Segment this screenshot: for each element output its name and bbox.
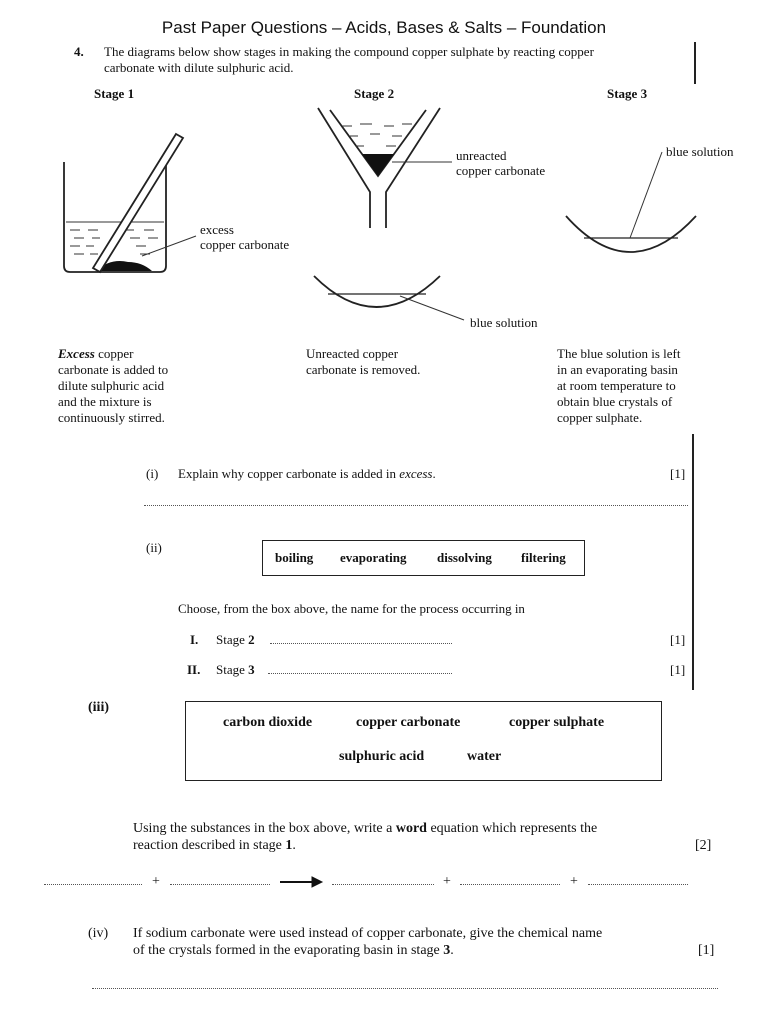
stage3-title: Stage 3 xyxy=(607,86,648,101)
stage1-desc-line3: dilute sulphuric acid xyxy=(58,378,165,393)
word-sulphuric-acid: sulphuric acid xyxy=(339,749,425,764)
part-ii-item2-answer-line[interactable] xyxy=(268,673,452,674)
part-iv-question-line2: of the crystals formed in the evaporating basin in stage 3. xyxy=(133,943,454,958)
part-ii-item1-label: Stage 2 xyxy=(216,632,255,647)
part-ii-prompt: Choose, from the box above, the name for the process occurring in xyxy=(178,601,525,616)
stage1-pointer xyxy=(142,236,196,256)
part-ii-item2-number: II. xyxy=(187,662,201,677)
stage3-desc-line4: obtain blue crystals of xyxy=(557,394,673,409)
part-iii-question-line1: Using the substances in the box above, write a word equation which represents the xyxy=(133,821,598,836)
part-ii-item2-label: Stage 3 xyxy=(216,662,255,677)
stage1-desc-line4: and the mixture is xyxy=(58,394,152,409)
part-ii-number: (ii) xyxy=(146,540,162,555)
part-iv-answer-line[interactable] xyxy=(92,988,718,989)
stage1-desc-line2: carbonate is added to xyxy=(58,362,169,377)
part-i-question: Explain why copper carbonate is added in excess. xyxy=(178,466,436,481)
stage3-desc-line5: copper sulphate. xyxy=(557,410,643,425)
stage1-label-line2: copper carbonate xyxy=(200,237,290,252)
stage2-desc-line1: Unreacted copper xyxy=(306,346,399,361)
stage1-description xyxy=(58,346,168,426)
equation-plus-1: + xyxy=(152,874,160,889)
stage3-pointer xyxy=(630,152,662,238)
reaction-arrow xyxy=(280,877,322,887)
margin-line-middle xyxy=(692,434,694,690)
stage1-desc-emphasis: Excess xyxy=(58,346,95,361)
stage3-desc-line2: in an evaporating basin xyxy=(557,362,678,377)
word-boiling: boiling xyxy=(275,550,314,565)
word-evaporating: evaporating xyxy=(340,550,407,565)
stage3-desc-line1: The blue solution is left xyxy=(557,346,681,361)
stage2-pointer-b xyxy=(400,296,464,320)
funnel-residue xyxy=(362,154,394,176)
equation-reactant1-line[interactable] xyxy=(44,884,142,885)
word-dissolving: dissolving xyxy=(437,550,492,565)
equation-product2-line[interactable] xyxy=(460,884,560,885)
word-copper-carbonate: copper carbonate xyxy=(356,715,461,730)
equation-product3-line[interactable] xyxy=(588,884,688,885)
part-iii-question-line2: reaction described in stage 1. xyxy=(133,838,296,853)
stage2-desc-line2: carbonate is removed. xyxy=(306,362,421,377)
part-iv-question-line1: If sodium carbonate were used instead of copper carbonate, give the chemical name xyxy=(133,926,603,941)
word-water: water xyxy=(467,749,502,764)
part-iii-marks: [2] xyxy=(695,838,712,853)
substance-word-box xyxy=(185,701,662,781)
stage1-desc-line5: continuously stirred. xyxy=(58,410,165,425)
part-ii-item1-answer-line[interactable] xyxy=(270,643,452,644)
word-carbon-dioxide: carbon dioxide xyxy=(223,715,313,730)
stage2-basin xyxy=(314,276,440,307)
part-i-number: (i) xyxy=(146,466,159,481)
part-ii-item1-marks: [1] xyxy=(670,632,686,647)
part-i-answer-line[interactable] xyxy=(144,505,688,506)
stage3-label: blue solution xyxy=(666,144,734,159)
equation-product1-line[interactable] xyxy=(332,884,434,885)
word-copper-sulphate: copper sulphate xyxy=(509,715,605,730)
part-ii-item2-marks: [1] xyxy=(670,662,686,677)
part-iv-number: (iv) xyxy=(88,926,109,941)
equation-reactant2-line[interactable] xyxy=(170,884,270,885)
question-number: 4. xyxy=(74,44,84,59)
stage2-label-b: blue solution xyxy=(470,315,538,330)
word-filtering: filtering xyxy=(521,550,566,565)
stage1-title: Stage 1 xyxy=(94,86,135,101)
process-word-box xyxy=(262,540,585,576)
stage3-description xyxy=(557,346,680,426)
part-iii-number: (iii) xyxy=(88,700,109,715)
page-header: Past Paper Questions – Acids, Bases & Salts – Foundation xyxy=(161,18,607,37)
part-iv-marks: [1] xyxy=(698,943,715,958)
question-intro-line1: The diagrams below show stages in making the compound copper sulphate by reacting copper xyxy=(104,44,594,59)
stage2-label-a-line2: copper carbonate xyxy=(456,163,546,178)
equation-plus-3: + xyxy=(570,874,578,889)
stage2-title: Stage 2 xyxy=(354,86,395,101)
part-ii-item1-number: I. xyxy=(190,632,199,647)
part-i-marks: [1] xyxy=(670,466,686,481)
stage2-description xyxy=(306,346,420,378)
stage2-label-a-line1: unreacted xyxy=(456,148,507,163)
equation-plus-2: + xyxy=(443,874,451,889)
stage1-desc-line1: copper xyxy=(94,346,134,361)
stirring-rod xyxy=(93,134,183,272)
question-intro-line2: carbonate with dilute sulphuric acid. xyxy=(104,60,294,75)
stage3-desc-line3: at room temperature to xyxy=(557,378,676,393)
stage1-label-line1: excess xyxy=(200,222,234,237)
